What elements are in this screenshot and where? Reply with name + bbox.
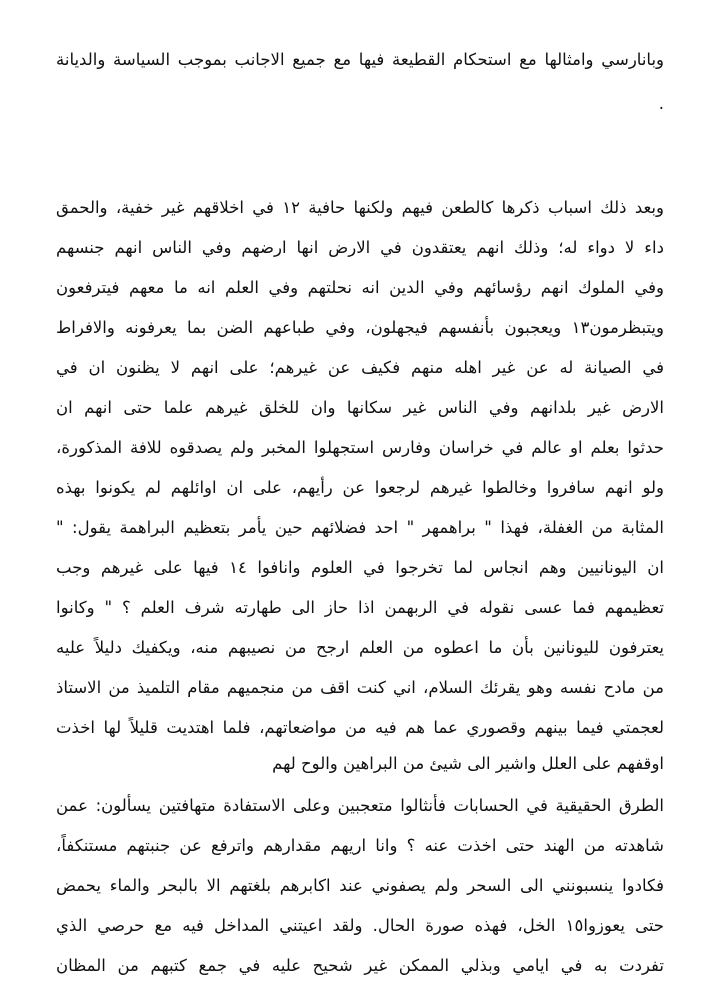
text-line: .: [658, 94, 664, 113]
text-line: الطرق الحقيقية في الحسابات فأنثالوا متعجبين وعلى الاستفادة متهافتين يسألون: عمن: [56, 796, 664, 815]
text-line: يعترفون لليونانين بأن ما اعطوه من العلم ارجح من نصيبهم منه، ويكفيك دليلاً عليه: [56, 638, 664, 657]
text-line: المثابة من الغفلة، فهذا " براهمهر " احد فضلائهم حين يأمر بتعظيم البراهمة يقول: ": [56, 518, 664, 537]
text-line: حتى يعوزوا١٥ الخل، فهذه صورة الحال. ولقد اعيتني المداخل فيه مع حرصي الذي: [56, 916, 664, 935]
text-line: ان اليونانيين وهم انجاس لما تخرجوا في العلوم وانافوا ١٤ فيها على غيرهم وجب: [56, 558, 664, 577]
text-line: تعظيمهم فما عسى نقوله في الربهمن اذا حاز الى طهارته شرف العلم ؟ " وكانوا: [56, 598, 664, 617]
text-line: الارض غير بلدانهم وفي الناس غير سكانها وان للخلق غيرهم علما حتى انهم ان: [56, 398, 664, 417]
text-line: ويتبظرمون١٣ ويعجبون بأنفسهم فيجهلون، وفي طباعهم الضن بما يعرفونه والافراط: [56, 318, 664, 337]
text-line: لعجمتي فيما بينهم وقصوري عما هم فيه من مواضعاتهم، فلما اهتديت قليلاً لها اخذت: [56, 718, 664, 737]
text-line: شاهدته من الهند حتى اخذت عنه ؟ وانا اريهم مقدارهم واترفع عن جنبتهم مستنكفاً،: [56, 836, 664, 855]
text-line: في الصيانة له عن غير اهله منهم فكيف عن غيرهم؛ على انهم لا يظنون ان في: [56, 358, 664, 377]
text-line: تفردت به في ايامي وبذلي الممكن غير شحيح عليه في جمع كتبهم من المظان: [56, 956, 664, 975]
text-line: اوقفهم على العلل واشير الى شيئ من البراهين والوح لهم: [272, 754, 664, 773]
text-line: داء لا دواء له؛ وذلك انهم يعتقدون في الارض انها ارضهم وفي الناس انهم جنسهم: [56, 238, 664, 257]
text-line: حدثوا بعلم او عالم في خراسان وفارس استجهلوا المخبر ولم يصدقوه للافة المذكورة،: [56, 438, 664, 457]
text-line: ولو انهم سافروا وخالطوا غيرهم لرجعوا عن رأيهم، على ان اوائلهم لم يكونوا بهذه: [56, 478, 664, 497]
text-line: وفي الملوك انهم رؤسائهم وفي الدين انه نحلتهم وفي العلم انه ما معهم فيترفعون: [56, 278, 664, 297]
text-line: وبعد ذلك اسباب ذكرها كالطعن فيهم ولكنها حافية ١٢ في اخلاقهم غير خفية، والحمق: [56, 198, 664, 217]
text-line: وبانارسي وامثالها مع استحكام القطيعة فيها مع جميع الاجانب بموجب السياسة والديانة: [56, 50, 664, 69]
text-line: فكادوا ينسبونني الى السحر ولم يصفوني عند اكابرهم بلغتهم الا بالبحر والماء يحمض: [56, 876, 664, 895]
text-line: من مادح نفسه وهو يقرئك السلام، اني كنت اقف من منجميهم مقام التلميذ من الاستاذ: [56, 678, 664, 697]
